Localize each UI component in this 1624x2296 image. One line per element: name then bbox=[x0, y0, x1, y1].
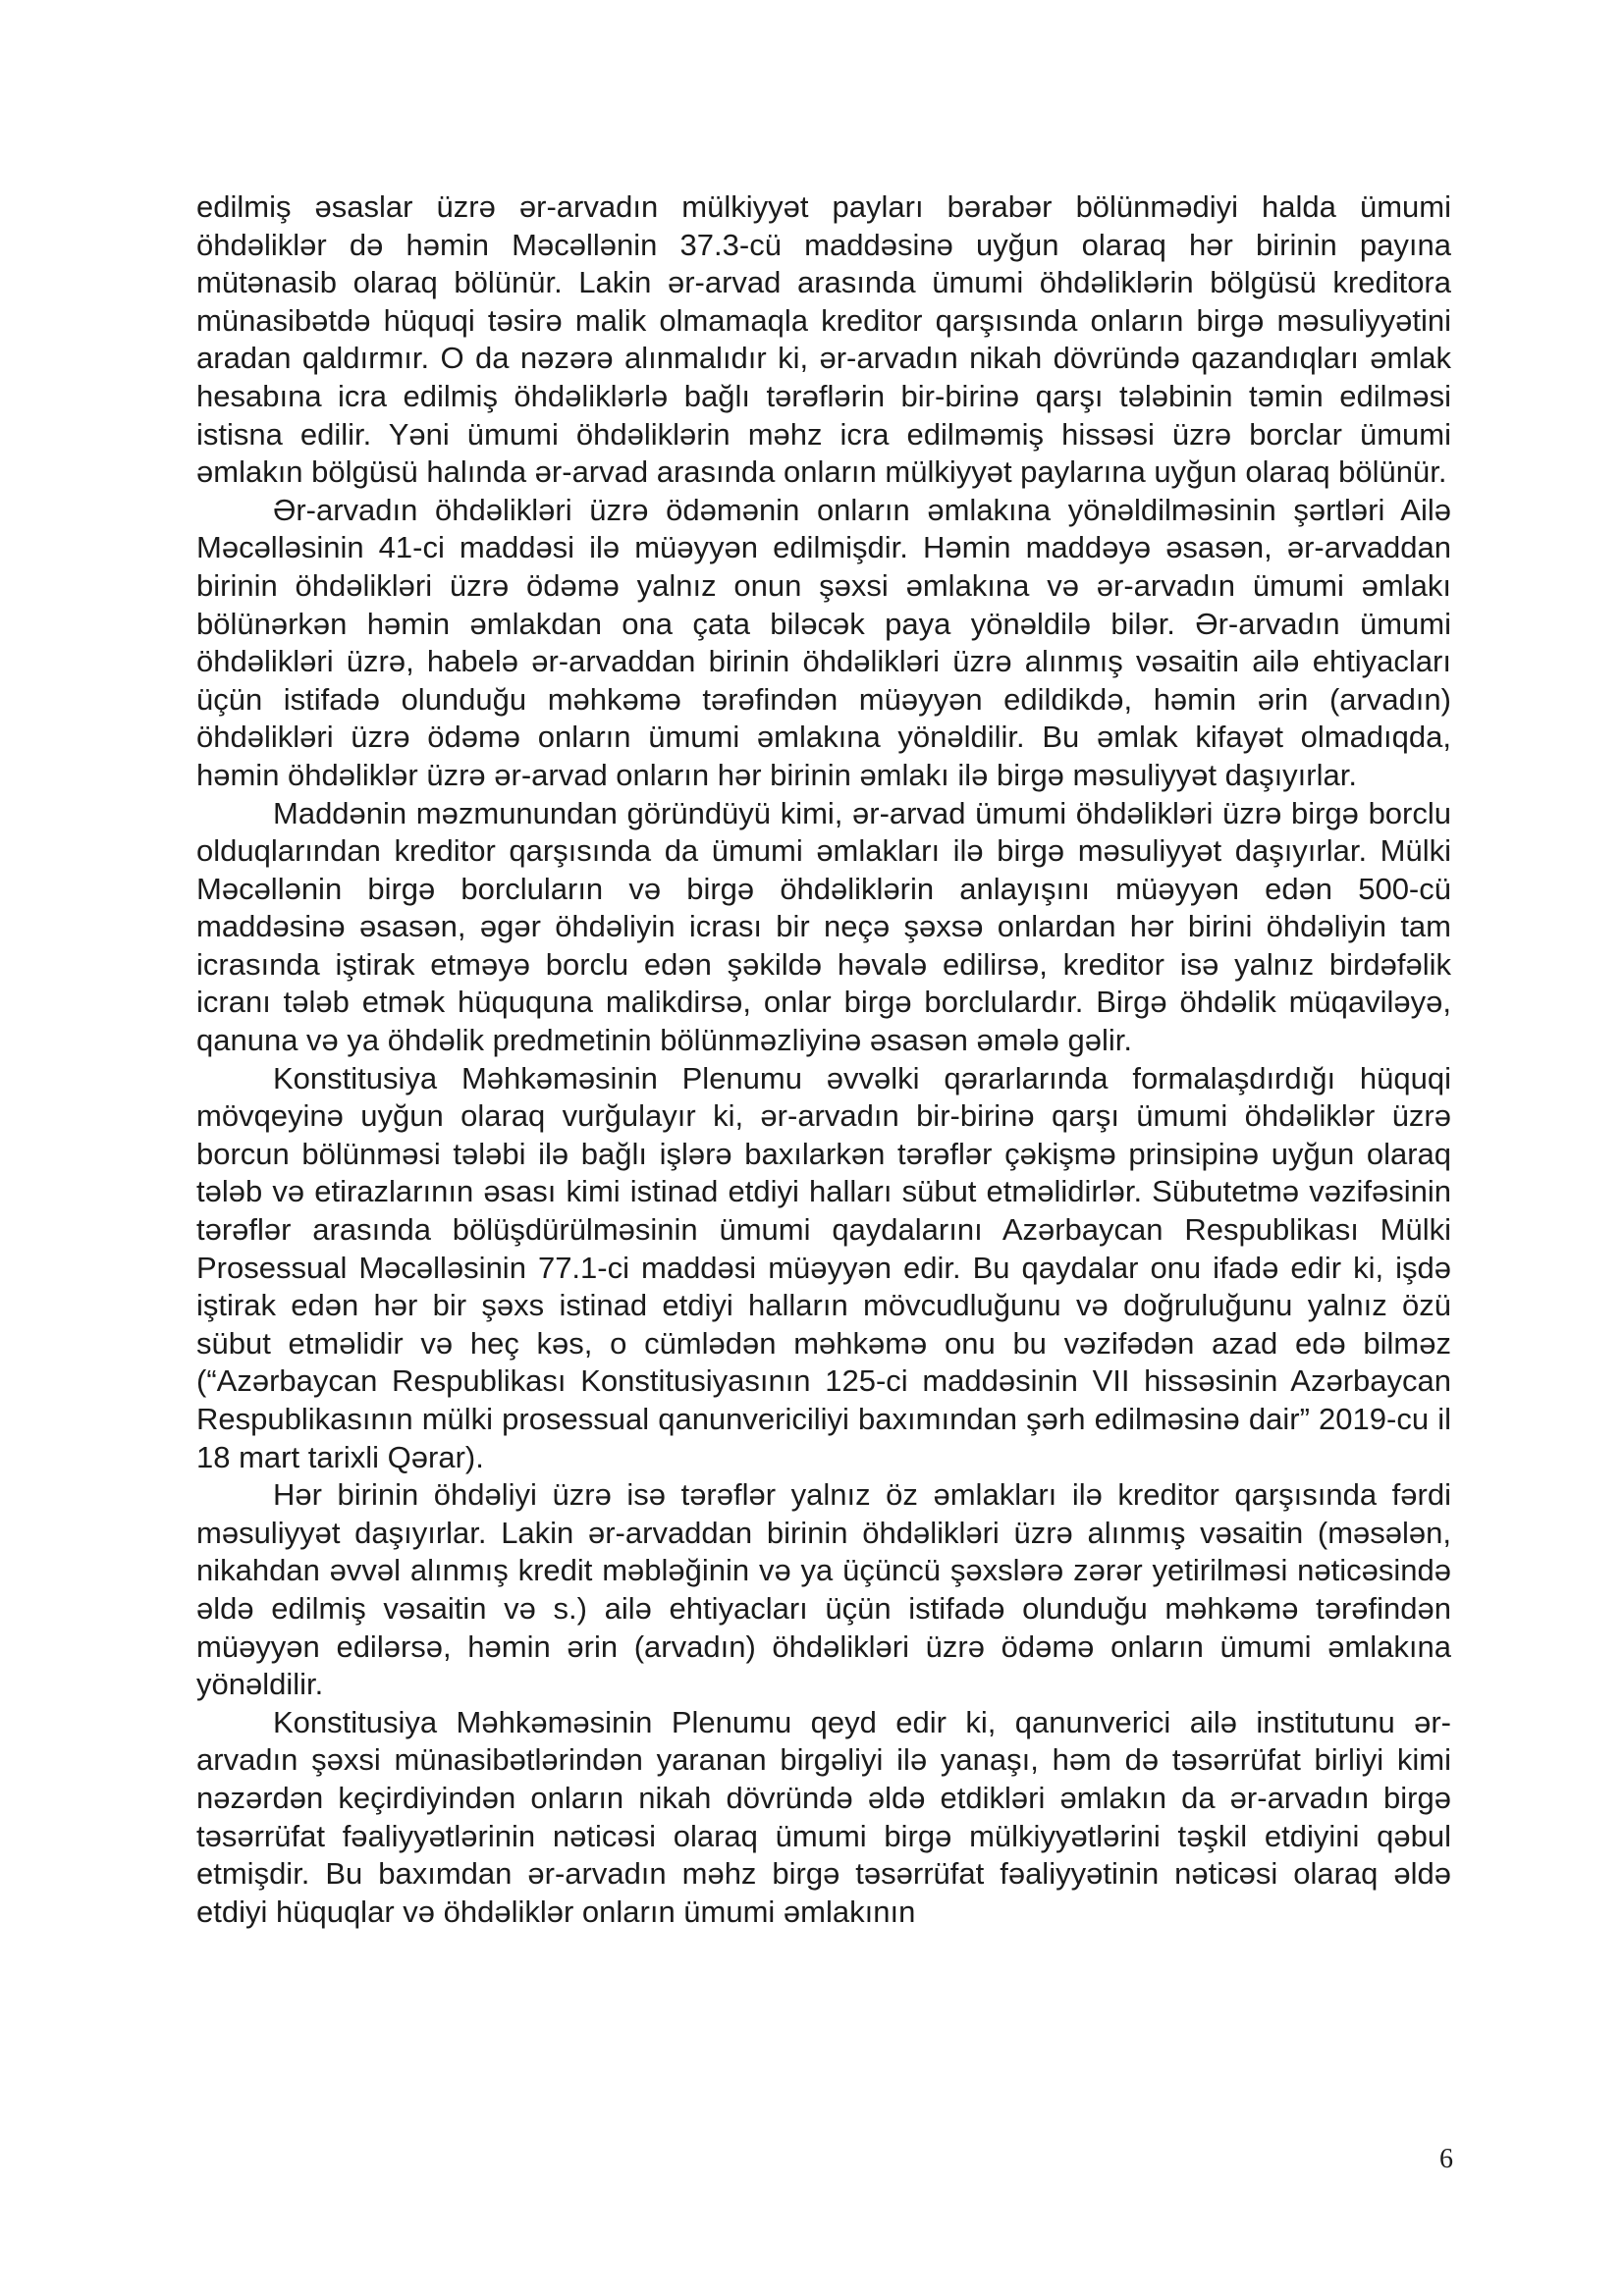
paragraph: Hər birinin öhdəliyi üzrə isə tərəflər yalnız öz əmlakları ilə kreditor qarşısında fərdi məsuliyyət daşıyırlar. Lakin ər-arvaddan birinin öhdəlikləri üzrə alınmış vəsaitin (məsələn, nikahdan əvvəl alınmış kredit məbləğinin və ya üçüncü şəxslərə zərər yetirilməsi nəticəsində əldə edilmiş vəsaitin və s.) ailə ehtiyacları üçün istifadə olunduğu məhkəmə tərəfindən müəyyən edilərsə, həmin ərin (arvadın) öhdəlikləri üzrə ödəmə onların ümumi əmlakına yönəldilir. bbox=[196, 1477, 1451, 1702]
paragraph: Maddənin məzmunundan göründüyü kimi, ər-arvad ümumi öhdəlikləri üzrə birgə borclu olduqlarından kreditor qarşısında da ümumi əmlakları ilə birgə məsuliyyət daşıyırlar. Mülki Məcəllənin birgə borcluların və birgə öhdəliklərin anlayışını müəyyən edən 500-cü maddəsinə əsasən, əgər öhdəliyin icrası bir neçə şəxsə onlardan hər birini öhdəliyin tam icrasında iştirak etməyə borclu edən şəkildə həvalə edilirsə, kreditor isə yalnız birdəfəlik icranı tələb etmək hüququna malikdirsə, onlar birgə borclulardır. Birgə öhdəlik müqaviləyə, qanuna və ya öhdəlik predmetinin bölünməzliyinə əsasən əmələ gəlir. bbox=[196, 795, 1451, 1058]
body-text bbox=[196, 188, 1451, 1931]
paragraph: Ər-arvadın öhdəlikləri üzrə ödəmənin onların əmlakına yönəldilməsinin şərtləri Ailə Məcəlləsinin 41-ci maddəsi ilə müəyyən edilmişdir. Həmin maddəyə əsasən, ər-arvaddan birinin öhdəlikləri üzrə ödəmə yalnız onun şəxsi əmlakına və ər-arvadın ümumi əmlakı bölünərkən həmin əmlakdan ona çata biləcək paya yönəldilə bilər. Ər-arvadın ümumi öhdəlikləri üzrə, habelə ər-arvaddan birinin öhdəlikləri üzrə alınmış vəsaitin ailə ehtiyacları üçün istifadə olunduğu məhkəmə tərəfindən müəyyən edildikdə, həmin ərin (arvadın) öhdəlikləri üzrə ödəmə onların ümumi əmlakına yönəldilir. Bu əmlak kifayət olmadıqda, həmin öhdəliklər üzrə ər-arvad onların hər birinin əmlakı ilə birgə məsuliyyət daşıyırlar. bbox=[196, 492, 1451, 792]
paragraph-continuation: edilmiş əsaslar üzrə ər-arvadın mülkiyyət payları bərabər bölünmədiyi halda ümumi öhdəliklər də həmin Məcəllənin 37.3-cü maddəsinə uyğun olaraq hər birinin payına mütənasib olaraq bölünür. Lakin ər-arvad arasında ümumi öhdəliklərin bölgüsü kreditora münasibətdə hüquqi təsirə malik olmamaqla kreditor qarşısında onların birgə məsuliyyətini aradan qaldırmır. O da nəzərə alınmalıdır ki, ər-arvadın nikah dövründə qazandıqları əmlak hesabına icra edilmiş öhdəliklərlə bağlı tərəflərin bir-birinə qarşı tələbinin təmin edilməsi istisna edilir. Yəni ümumi öhdəliklərin məhz icra edilməmiş hissəsi üzrə borclar ümumi əmlakın bölgüsü halında ər-arvad arasında onların mülkiyyət paylarına uyğun olaraq bölünür. bbox=[196, 189, 1451, 490]
page-number: 6 bbox=[1439, 2144, 1453, 2174]
paragraph: Konstitusiya Məhkəməsinin Plenumu qeyd edir ki, qanunverici ailə institutunu ər-arvadın şəxsi münasibətlərindən yaranan birgəliyi ilə yanaşı, həm də təsərrüfat birliyi kimi nəzərdən keçirdiyindən onların nikah dövründə əldə etdikləri əmlakın da ər-arvadın birgə təsərrüfat fəaliyyətlərinin nəticəsi olaraq ümumi birgə mülkiyyətlərini təşkil etdiyini qəbul etmişdir. Bu baxımdan ər-arvadın məhz birgə təsərrüfat fəaliyyətinin nəticəsi olaraq əldə etdiyi hüquqlar və öhdəliklər onların ümumi əmlakının bbox=[196, 1704, 1451, 1929]
paragraph: Konstitusiya Məhkəməsinin Plenumu əvvəlki qərarlarında formalaşdırdığı hüquqi mövqeyinə uyğun olaraq vurğulayır ki, ər-arvadın bir-birinə qarşı ümumi öhdəliklər üzrə borcun bölünməsi tələbi ilə bağlı işlərə baxılarkən tərəflər çəkişmə prinsipinə uyğun olaraq tələb və etirazlarının əsası kimi istinad etdiyi halları sübut etməlidirlər. Sübutetmə vəzifəsinin tərəflər arasında bölüşdürülməsinin ümumi qaydalarını Azərbaycan Respublikası Mülki Prosessual Məcəlləsinin 77.1-ci maddəsi müəyyən edir. Bu qaydalar onu ifadə edir ki, işdə iştirak edən hər bir şəxs istinad etdiyi halların mövcudluğunu və doğruluğunu yalnız özü sübut etməlidir və heç kəs, o cümlədən məhkəmə onu bu vəzifədən azad edə bilməz (“Azərbaycan Respublikası Konstitusiyasının 125-ci maddəsinin VII hissəsinin Azərbaycan Respublikasının mülki prosessual qanunvericiliyi baxımından şərh edilməsinə dair” 2019-cu il 18 mart tarixli Qərar). bbox=[196, 1060, 1451, 1474]
